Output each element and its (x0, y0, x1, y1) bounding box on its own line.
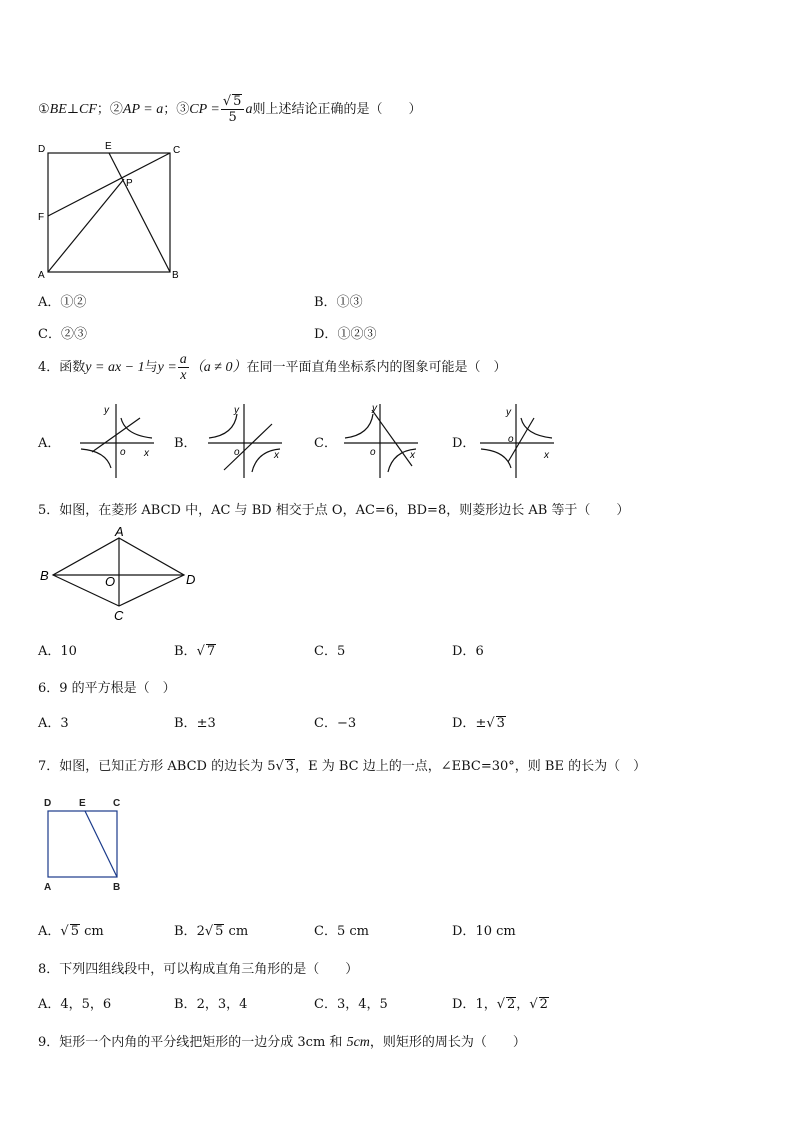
label-b: B (40, 568, 49, 583)
q4-option-b-label[interactable]: B． (174, 436, 197, 451)
q5-option-a[interactable]: A．10 (38, 644, 77, 659)
label-c: C (114, 608, 124, 623)
label-o: O (105, 574, 116, 589)
svg-text:o: o (120, 447, 126, 458)
svg-text:x: x (544, 450, 549, 461)
label-c: C (113, 798, 121, 809)
q5-rhombus-figure (36, 526, 206, 626)
q8-option-a[interactable]: A．4，5，6 (38, 997, 112, 1012)
q4-option-c-label[interactable]: C． (314, 436, 337, 451)
q4-graph-d[interactable] (478, 402, 556, 480)
label-a: A (115, 526, 124, 539)
label-f: F (38, 212, 45, 223)
q4-fraction: $\frac{a}{x}$ (179, 352, 187, 383)
svg-text:y: y (506, 407, 511, 418)
label-a: A (44, 882, 52, 893)
q7-option-d[interactable]: D．10 cm (452, 924, 516, 939)
q5-option-b[interactable]: B．√ 7 (174, 644, 216, 659)
svg-text:o: o (370, 447, 376, 458)
q3-option-a[interactable]: A．①② (38, 295, 87, 310)
svg-text:x: x (144, 448, 149, 459)
q7-option-b[interactable]: B．2√ 5 cm (174, 924, 249, 939)
label-a: A (38, 270, 45, 281)
svg-text:x: x (410, 450, 415, 461)
q4-graph-b[interactable] (206, 402, 284, 480)
label-b: B (172, 270, 179, 281)
q4-option-d-label[interactable]: D． (452, 436, 476, 451)
svg-text:y: y (372, 403, 377, 414)
q3-option-d[interactable]: D．①②③ (314, 327, 377, 342)
q7-option-c[interactable]: C．5 cm (314, 924, 369, 939)
q6-option-d[interactable]: D．±√ 3 (452, 716, 505, 731)
q6-option-a[interactable]: A．3 (38, 716, 69, 731)
q7-option-a[interactable]: A．√ 5 cm (38, 924, 104, 939)
svg-text:o: o (508, 434, 514, 445)
q3-option-b[interactable]: B．①③ (314, 295, 363, 310)
svg-text:y: y (234, 405, 239, 416)
q4-graph-a[interactable] (78, 402, 156, 480)
svg-text:x: x (274, 450, 279, 461)
q4-graph-c[interactable] (342, 402, 420, 480)
q5-option-c[interactable]: C．5 (314, 644, 346, 659)
q8-statement: 8．下列四组线段中，可以构成直角三角形的是（ ） (38, 962, 359, 977)
q9-statement: 9．矩形一个内角的平分线把矩形的一边分成 3cm 和 5cm，则矩形的周长为（ ） (38, 1035, 526, 1050)
label-d: D (38, 144, 46, 155)
label-e: E (79, 798, 86, 809)
label-d: D (44, 798, 52, 809)
q5-option-d[interactable]: D．6 (452, 644, 484, 659)
q6-statement: 6．9 的平方根是（ ） (38, 681, 176, 696)
q4-option-a-label[interactable]: A． (38, 436, 61, 451)
q3-option-c[interactable]: C．②③ (38, 327, 87, 342)
q3-statement: ①BE⊥CF；②AP = a；③CP = $\frac{√ 5}{5}$ a则上述结论正确的是（ ） (38, 94, 422, 125)
q8-option-b[interactable]: B．2，3，4 (174, 997, 248, 1012)
label-c: C (173, 145, 181, 156)
q7-statement: 7．如图，已知正方形 ABCD 的边长为 5√ 3，E 为 BC 边上的一点，∠EBC=30°，则 BE 的长为（ ） (38, 759, 647, 774)
q7-square-figure (36, 794, 136, 894)
q4-statement: 4．函数y = ax − 1与y = $\frac{a}{x}$ （a ≠ 0）在同一平面直角坐标系内的图象可能是（ ） (38, 352, 507, 383)
label-b: B (113, 882, 121, 893)
label-p: P (126, 178, 133, 189)
q5-statement: 5．如图，在菱形 ABCD 中，AC 与 BD 相交于点 O，AC=6，BD=8，则菱形边长 AB 等于（ ） (38, 503, 630, 518)
svg-text:y: y (104, 405, 109, 416)
svg-text:o: o (234, 447, 240, 458)
label-e: E (105, 141, 112, 152)
q3-square-figure (30, 138, 190, 283)
q6-option-c[interactable]: C．−3 (314, 716, 357, 731)
q8-option-d[interactable]: D．1，√ 2，√ 2 (452, 997, 548, 1012)
q3-fraction: $\frac{√ 5}{5}$ (221, 94, 245, 125)
label-d: D (186, 572, 196, 587)
q8-option-c[interactable]: C．3，4，5 (314, 997, 388, 1012)
q6-option-b[interactable]: B．±3 (174, 716, 216, 731)
